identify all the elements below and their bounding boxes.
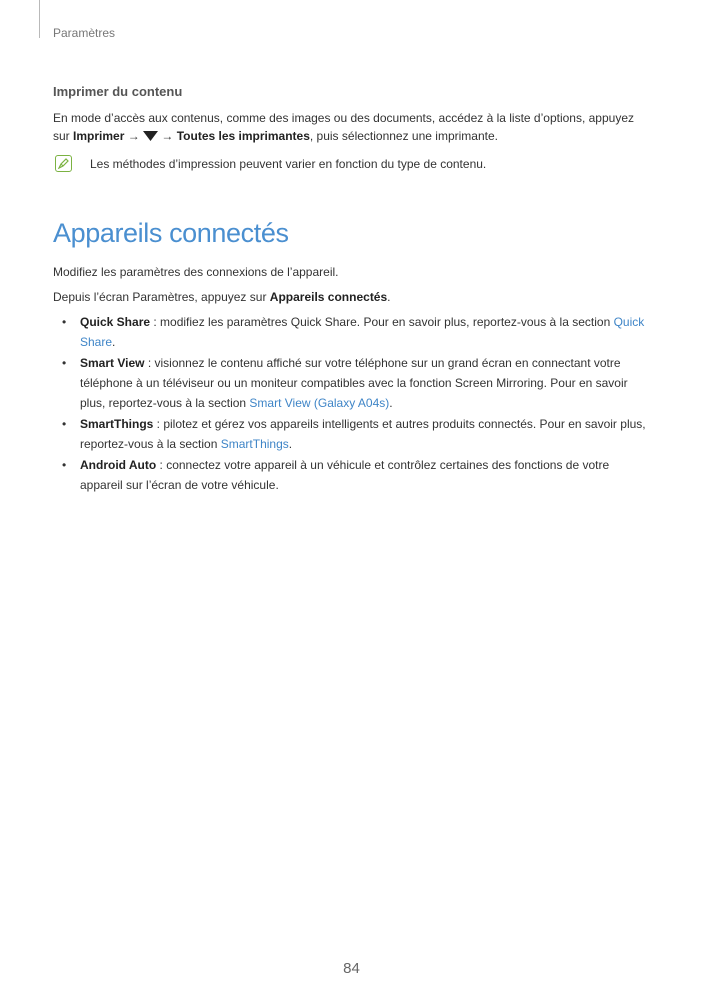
page-number: 84: [343, 960, 360, 977]
item-label: Android Auto: [80, 458, 157, 472]
list-item-smartthings: [53, 414, 653, 454]
item-text: : modifiez les paramètres Quick Share. Pour en savoir plus, reportez-vous à la section: [150, 315, 614, 329]
item-label: Quick Share: [80, 315, 151, 329]
header-title: Paramètres: [53, 26, 116, 40]
item-end: .: [389, 396, 393, 410]
list-item-quick-share: [53, 312, 653, 352]
dropdown-triangle-icon: [143, 128, 158, 146]
list-item-android-auto: [53, 455, 653, 495]
link-smartthings[interactable]: SmartThings: [220, 437, 289, 451]
bullet: •: [62, 356, 67, 370]
header-rule: [39, 0, 40, 38]
print-imprimer: Imprimer: [73, 129, 125, 143]
item-label: SmartThings: [80, 417, 154, 431]
print-toutes: Toutes les imprimantes: [176, 129, 310, 143]
path-suffix: .: [387, 290, 391, 304]
path-prefix: Depuis l’écran Paramètres, appuyez sur: [53, 290, 270, 304]
print-arrow-1: →: [124, 129, 144, 143]
list-item-smart-view: [53, 353, 653, 413]
item-label: Smart View: [80, 356, 145, 370]
print-text-after: , puis sélectionnez une imprimante.: [309, 129, 498, 143]
connected-path: [53, 288, 391, 306]
connected-list: [53, 312, 653, 496]
path-bold: Appareils connectés: [269, 290, 388, 304]
note-icon: [55, 155, 72, 172]
bullet: •: [62, 315, 67, 329]
section-title-connected: Appareils connectés: [53, 218, 289, 248]
subsection-title-print: Imprimer du contenu: [53, 84, 183, 99]
print-arrow-2: →: [158, 129, 177, 143]
link-quick-share[interactable]: Quick Share: [80, 315, 645, 349]
item-text: : pilotez et gérez vos appareils intelligents et autres produits connectés. Pour en savoir plus, reportez-vous à la section: [80, 417, 646, 451]
connected-intro: Modifiez les paramètres des connexions de l’appareil.: [53, 265, 339, 279]
item-text: : connectez votre appareil à un véhicule et contrôlez certaines des fonctions de votre appareil sur l’écran de votre véhicule.: [80, 458, 610, 492]
bullet: •: [62, 458, 67, 472]
item-end: .: [288, 437, 293, 451]
print-instructions: [53, 109, 653, 146]
link-smart-view[interactable]: Smart View (Galaxy A04s): [249, 396, 390, 410]
print-text-before: En mode d’accès aux contenus, comme des images ou des documents, accédez à la liste d’options, appuyez sur: [53, 111, 634, 143]
bullet: •: [62, 417, 67, 431]
item-text: : visionnez le contenu affiché sur votre téléphone sur un grand écran en connectant votre téléphone à un téléviseur ou un moniteur compatibles avec la fonction Screen Mirroring. Pour en savoir plus, reportez-vous à la section: [80, 356, 628, 410]
item-end: .: [112, 335, 116, 349]
note-text: Les méthodes d’impression peuvent varier en fonction du type de contenu.: [90, 157, 487, 171]
